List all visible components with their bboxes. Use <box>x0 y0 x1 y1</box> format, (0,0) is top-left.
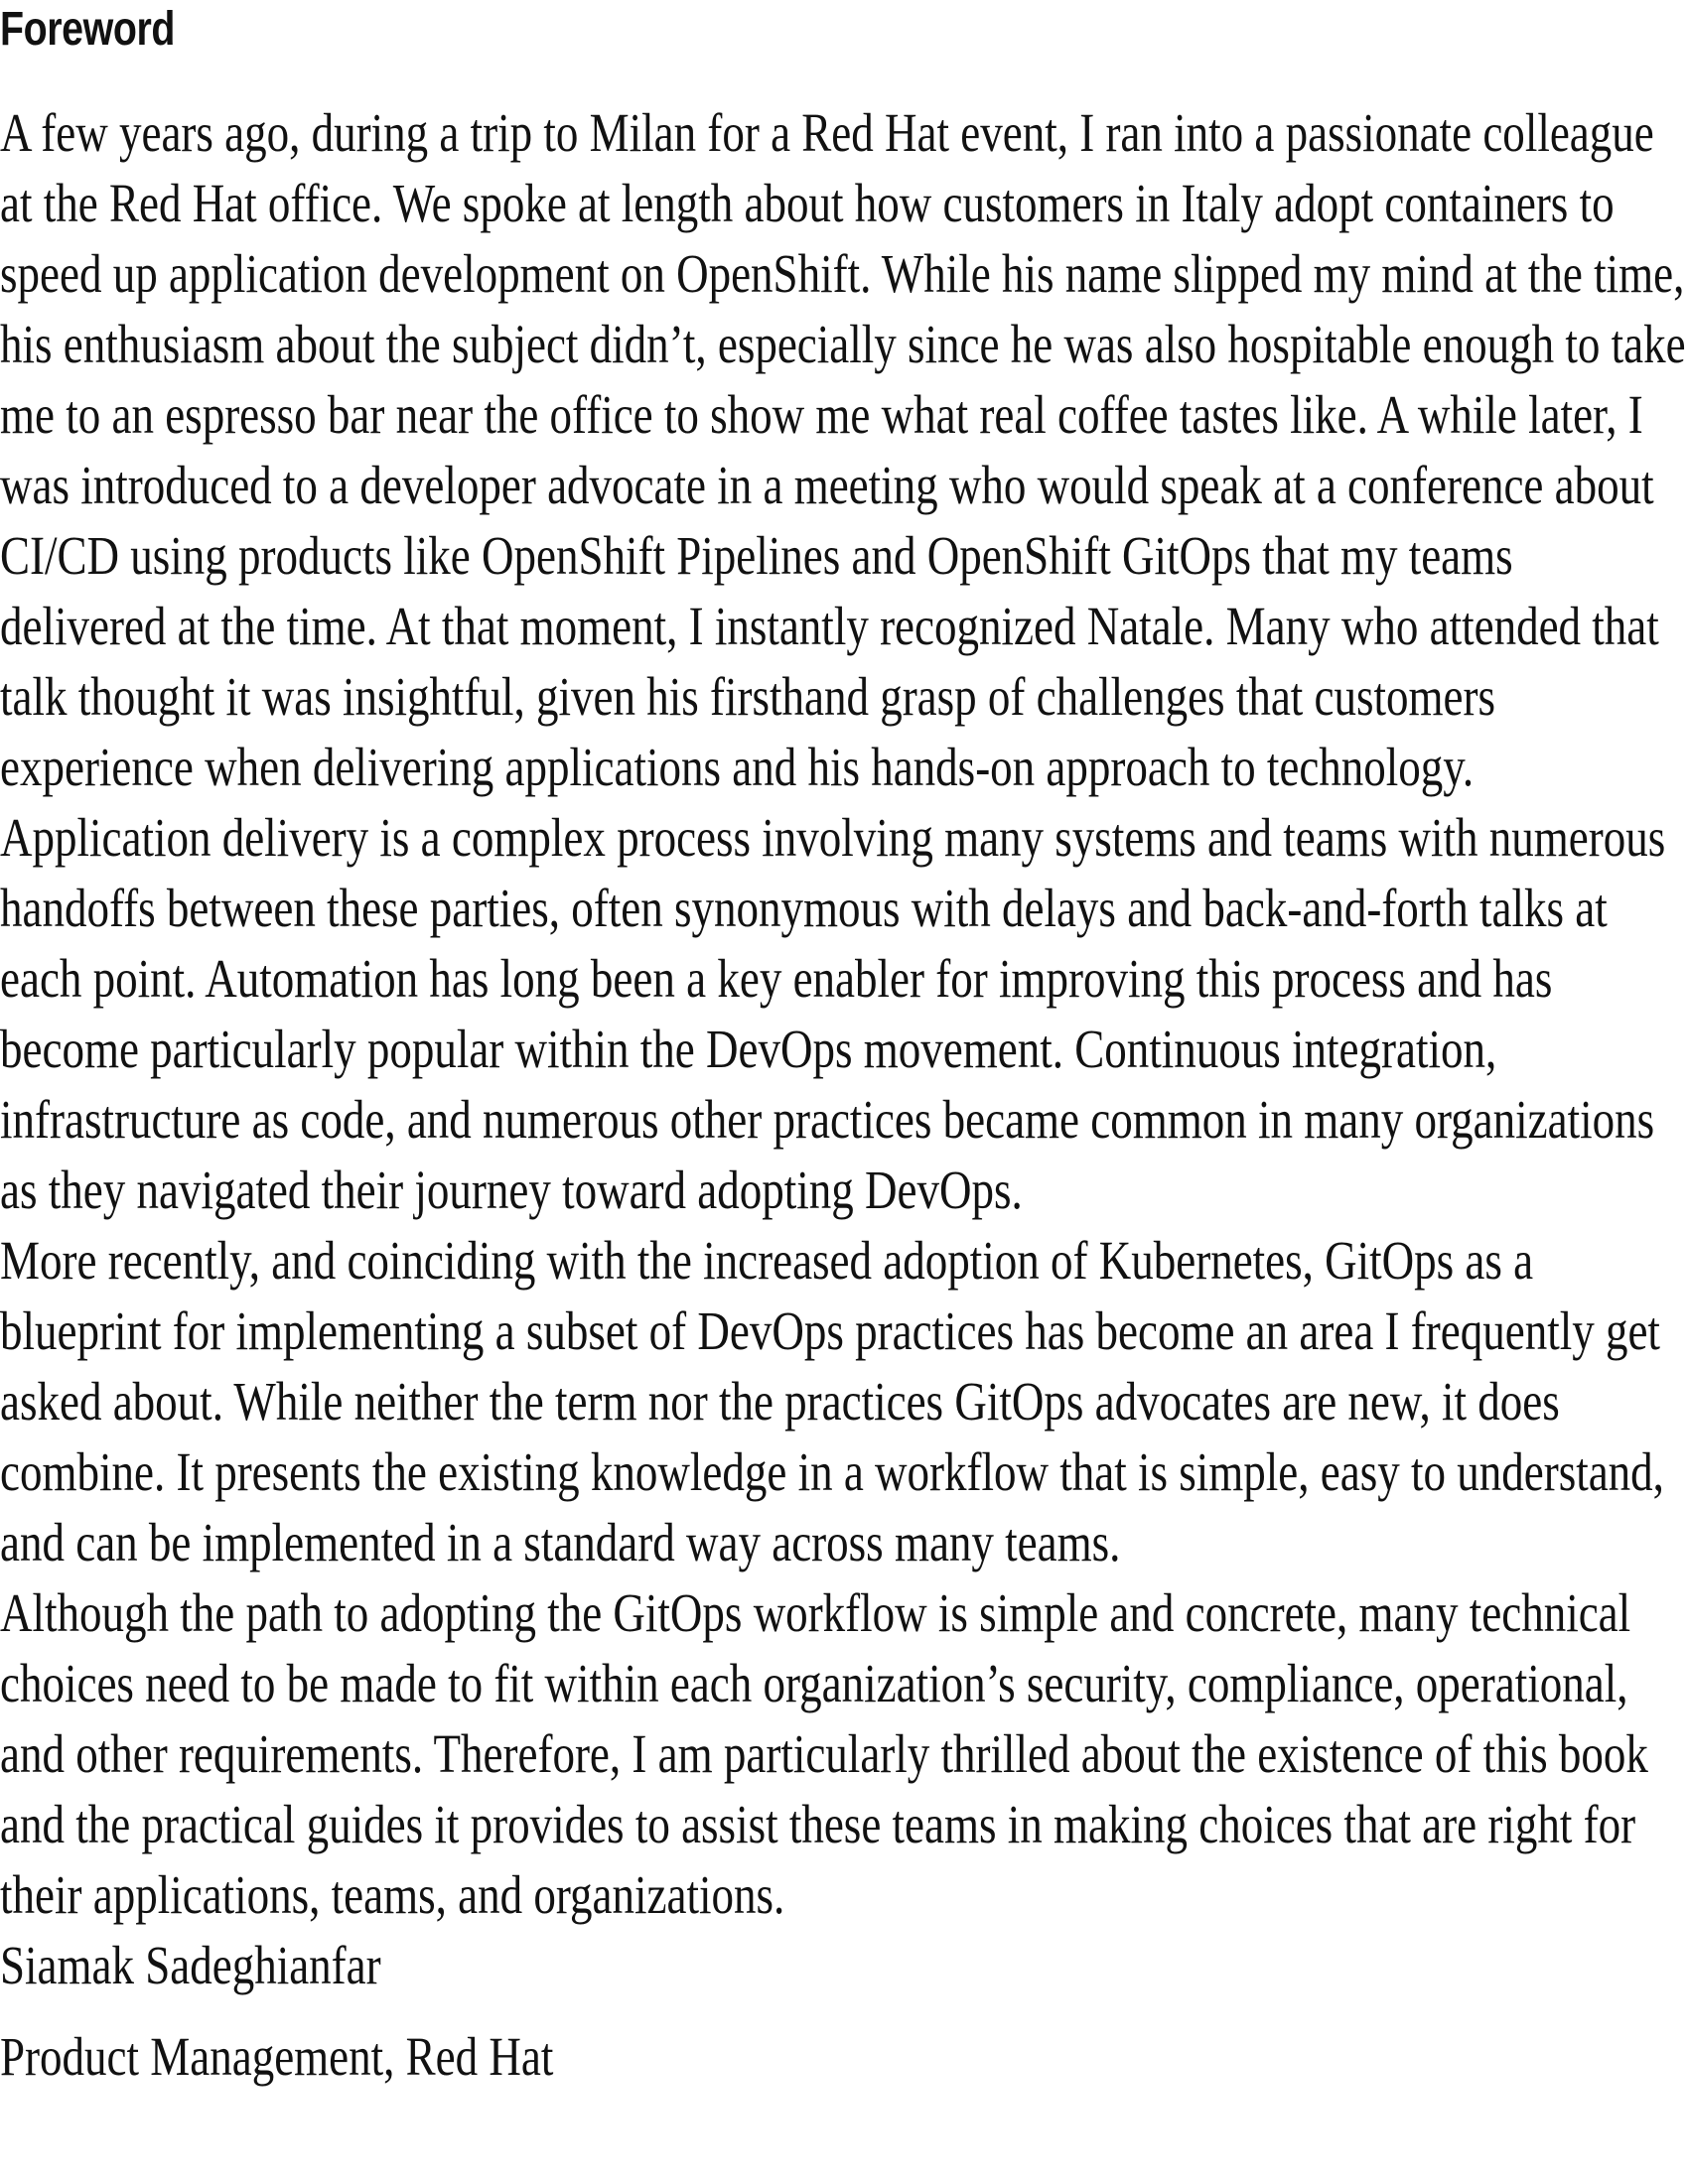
paragraph: A few years ago, during a trip to Milan for a Red Hat event, I ran into a passionate colleague at the Red Hat office. We spoke at length about how customers in Italy adopt containers to speed up application development on OpenShift. While his name slipped my mind at the time, his enthusiasm about the subject didn’t, especially since he was also hospitable enough to take me to an espresso bar near the office to show me what real coffee tastes like. A while later, I was introduced to a developer advocate in a meeting who would speak at a conference about CI/CD using products like OpenShift Pipelines and OpenShift GitOps that my teams delivered at the time. At that moment, I instantly recognized Natale. Many who attended that talk thought it was insightful, given his firsthand grasp of challenges that customers experience when delivering applications and his hands-on approach to technology. <box>0 102 1686 797</box>
paragraph-1-container <box>0 97 1688 802</box>
paragraph: Although the path to adopting the GitOps workflow is simple and concrete, many technical choices need to be made to fit within each organization’s security, compliance, operational, and other requirements. Therefore, I am particularly thrilled about the existence of this book and the practical guides it provides to assist these teams in making choices that are right for their applications, teams, and organizations. <box>0 1582 1648 1925</box>
page-title: Foreword <box>0 3 176 56</box>
paragraph-4-container <box>0 1577 1688 1930</box>
paragraph-3-container <box>0 1225 1688 1577</box>
paragraph-2-container <box>0 802 1688 1225</box>
signature-name: Siamak Sadeghianfar <box>0 1935 381 1995</box>
paragraph: Application delivery is a complex process involving many systems and teams with numerous handoffs between these parties, often synonymous with delays and back-and-forth talks at each point. Automation has long been a key enabler for improving this process and has become particularly popular within the DevOps movement. Continuous integration, infrastructure as code, and numerous other practices became common in many organizations as they navigated their journey toward adopting DevOps. <box>0 807 1666 1220</box>
signature-title: Product Management, Red Hat <box>0 2026 554 2087</box>
paragraph: More recently, and coinciding with the increased adoption of Kubernetes, GitOps as a blueprint for implementing a subset of DevOps practices has become an area I frequently get asked about. While neither the term nor the practices GitOps advocates are new, it does combine. It presents the existing knowledge in a workflow that is simple, easy to understand, and can be implemented in a standard way across many teams. <box>0 1230 1664 1572</box>
